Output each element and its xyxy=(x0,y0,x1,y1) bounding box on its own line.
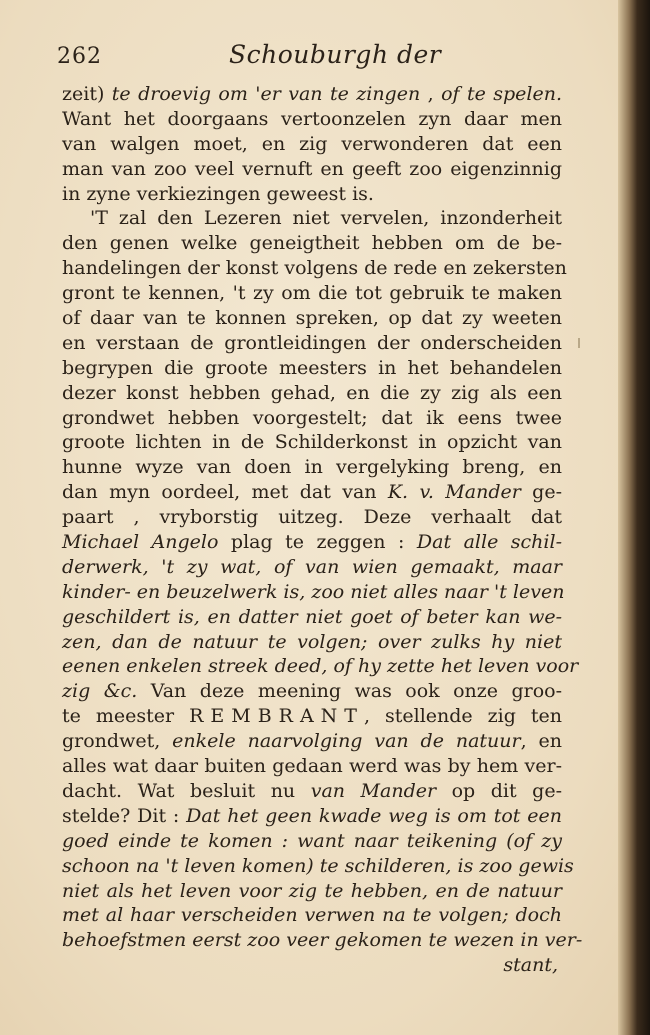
text-segment: op dit ge- xyxy=(436,779,563,802)
text-line xyxy=(62,630,562,655)
text-segment: en verstaan de grontleidingen der onderscheiden xyxy=(62,331,562,354)
italic-text: Dat het geen kwade weg is om tot een xyxy=(186,804,562,827)
text-segment: man van zoo veel vernuft en geeft zoo eigenzinnig xyxy=(62,157,562,180)
text-line xyxy=(62,779,562,804)
text-line xyxy=(62,356,562,381)
text-segment: Want het doorgaans vertoonzelen zyn daar men xyxy=(62,107,562,130)
text-line xyxy=(62,256,567,281)
italic-text: K. v. Mander xyxy=(387,481,521,504)
text-segment: in zyne verkiezingen geweest is. xyxy=(62,182,374,205)
italic-text: derwerk, 't zy wat, of van wien gemaakt, maar xyxy=(62,555,562,578)
text-segment: zeit) xyxy=(62,83,112,105)
text-line xyxy=(62,157,562,182)
italic-text: goed einde te komen : want naar teikening (of zy xyxy=(62,829,562,852)
text-line xyxy=(62,107,562,132)
text-segment: 'T zal den Lezeren niet vervelen, inzonderheit xyxy=(90,207,562,230)
text-line xyxy=(62,206,562,231)
text-line xyxy=(62,82,562,107)
text-line xyxy=(62,580,565,605)
body-text xyxy=(62,82,583,978)
italic-text: zig &c. xyxy=(62,680,138,703)
italic-text: zen, dan de natuur te volgen; over zulks hy niet xyxy=(62,630,562,653)
page-number: 262 xyxy=(57,44,102,69)
text-line xyxy=(62,480,562,505)
text-segment: paart , vryborstig uitzeg. Deze verhaalt dat xyxy=(62,506,562,529)
italic-text: Michael Angelo xyxy=(62,531,219,554)
catchword xyxy=(62,953,562,978)
text-segment: te meester xyxy=(62,705,190,728)
italic-text: van Mander xyxy=(310,779,437,802)
text-line xyxy=(62,406,562,431)
text-line xyxy=(62,879,562,904)
text-segment: , xyxy=(420,83,442,105)
text-line xyxy=(62,430,562,455)
text-line xyxy=(62,182,562,207)
text-segment: begrypen die groote meesters in het behandelen xyxy=(62,356,562,379)
italic-text: Dat alle schil- xyxy=(416,531,562,554)
text-segment: of daar van te konnen spreken, op dat zy weeten xyxy=(62,307,562,330)
italic-text: eenen enkelen streek deed, of hy zette het leven voor xyxy=(62,655,579,678)
text-segment: hunne wyze van doen in vergelyking breng, en xyxy=(62,456,562,479)
text-segment: dan myn oordeel, met dat van xyxy=(62,481,388,504)
italic-text: te droevig om 'er van te zingen xyxy=(111,83,421,105)
italic-text: kinder- en beuzelwerk is, zoo niet alles naar 't leven xyxy=(62,580,565,603)
text-segment: plag te zeggen : xyxy=(218,531,417,554)
text-segment: Van deze meening was ook onze groo- xyxy=(137,680,563,703)
italic-text: enkele naarvolging van de natuur xyxy=(172,730,521,753)
text-line xyxy=(62,281,562,306)
text-line xyxy=(62,654,579,679)
text-line xyxy=(62,679,562,704)
italic-text: behoefstmen eerst zoo veer gekomen te wezen in ver- xyxy=(62,929,583,952)
spaced-name: REMBRANT xyxy=(189,705,364,728)
text-segment: handelingen der konst volgens de rede en zekersten xyxy=(62,257,567,280)
text-line xyxy=(62,381,562,406)
text-segment: den genen welke geneigtheit hebben om de be- xyxy=(62,232,562,255)
text-line xyxy=(62,132,562,157)
text-line xyxy=(62,829,562,854)
text-line xyxy=(62,605,562,630)
page-header xyxy=(57,38,557,78)
text-segment: gront te kennen, 't zy om die tot gebruik te maken xyxy=(62,282,562,305)
italic-text: met al haar verscheiden verwen na te volgen; doch xyxy=(62,904,562,927)
italic-text: schoon na 't leven komen) te schilderen, is zoo gewis xyxy=(62,854,574,877)
text-segment: groote lichten in de Schilderkonst in opzicht van xyxy=(62,431,562,454)
text-line xyxy=(62,455,562,480)
text-line xyxy=(62,903,562,928)
text-segment: van walgen moet, en zig verwonderen dat een xyxy=(62,132,562,155)
text-segment: , en xyxy=(520,730,563,753)
text-line xyxy=(62,928,583,953)
text-segment: ge- xyxy=(520,481,563,504)
text-line xyxy=(62,804,562,829)
italic-text: geschildert is, en datter niet goet of beter kan we- xyxy=(62,605,562,628)
text-line xyxy=(62,854,574,879)
italic-text: of te spelen. xyxy=(441,83,563,105)
text-segment: dezer konst hebben gehad, en die zy zig als een xyxy=(62,381,562,404)
text-segment: grondwet hebben voorgestelt; dat ik eens twee xyxy=(62,406,562,429)
text-line xyxy=(62,555,562,580)
italic-text: stant, xyxy=(503,954,558,977)
text-segment: grondwet, xyxy=(62,730,173,753)
text-line xyxy=(62,231,562,256)
text-line xyxy=(62,754,562,779)
text-line xyxy=(62,704,562,729)
text-line xyxy=(62,306,562,331)
text-segment: alles wat daar buiten gedaan werd was by hem ver- xyxy=(62,755,562,778)
text-line xyxy=(62,530,562,555)
margin-mark xyxy=(578,338,580,348)
running-title: Schouburgh der xyxy=(229,40,442,69)
italic-text: niet als het leven voor zig te hebben, en de natuur xyxy=(62,879,562,902)
text-segment: dacht. Wat besluit nu xyxy=(62,779,311,802)
book-gutter xyxy=(618,0,650,1035)
text-segment: stelde? Dit : xyxy=(62,804,187,827)
text-line xyxy=(62,729,562,754)
text-line xyxy=(62,505,562,530)
text-line xyxy=(62,331,562,356)
text-segment: , stellende zig ten xyxy=(363,705,562,728)
